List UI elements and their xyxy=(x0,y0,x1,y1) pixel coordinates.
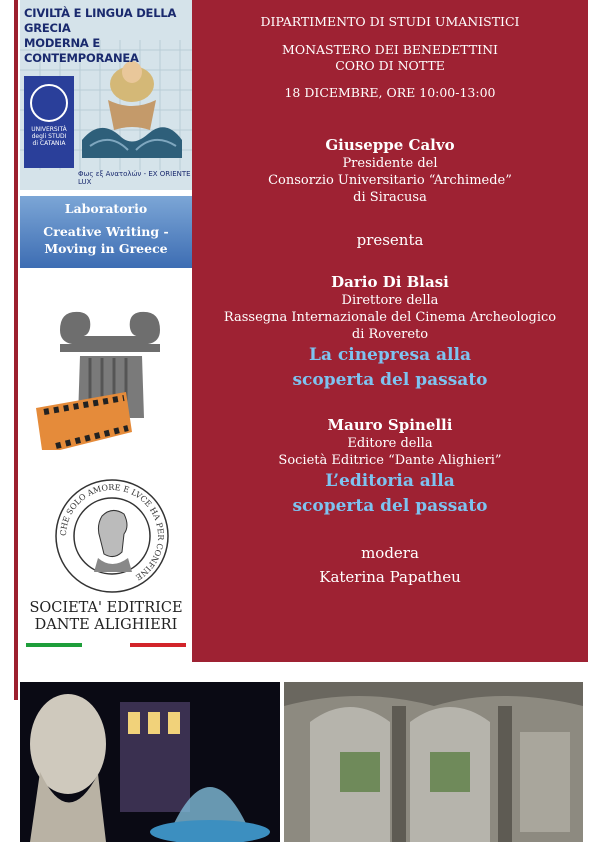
italian-flag-bars xyxy=(26,641,186,649)
department: DIPARTIMENTO DI STUDI UMANISTICI xyxy=(260,14,520,29)
course-title-line2: MODERNA E CONTEMPORANEA xyxy=(24,36,139,65)
speaker1-name: Dario Di Blasi xyxy=(331,273,449,291)
publisher-name xyxy=(20,600,192,634)
moderator-name: Katerina Papatheu xyxy=(319,568,461,586)
venue-line1: MONASTERO DEI BENEDETTINI xyxy=(282,42,498,57)
event-panel xyxy=(192,0,588,662)
seal-ring-text: CHE SOLO AMORE E LVCE HA PER CONFINE xyxy=(58,482,166,582)
university-emblem-icon xyxy=(30,84,68,122)
host-name: Giuseppe Calvo xyxy=(325,136,455,154)
publisher-line2: DANTE ALIGHIERI xyxy=(34,617,178,633)
presenta-label: presenta xyxy=(356,231,424,249)
dante-seal-logo xyxy=(54,478,170,594)
course-title-line1: CIVILTÀ E LINGUA DELLA GRECIA xyxy=(24,6,177,35)
speaker1-role-3: di Rovereto xyxy=(351,327,429,342)
host-role-2: Consorzio Universitario “Archimede” xyxy=(268,173,512,188)
speaker1-role-2: Rassegna Internazionale del Cinema Archeologico xyxy=(223,310,557,325)
speaker2-talk-2: scoperta del passato xyxy=(292,496,488,516)
event-date: 18 DICEMBRE, ORE 10:00-13:00 xyxy=(284,85,496,100)
speaker2-role-2: Società Editrice “Dante Alighieri” xyxy=(278,453,502,468)
bottom-photo-strip xyxy=(20,682,583,842)
host-role-3: di Siracusa xyxy=(353,190,427,205)
seal-text-3: di CATANIA xyxy=(32,140,66,147)
speaker2-talk-1: L’editoria alla xyxy=(325,471,455,491)
course-banner xyxy=(20,0,192,190)
publisher-line1: SOCIETA' EDITRICE xyxy=(29,600,183,616)
banner-motto: Φως εξ Ανατολών - EX ORIENTE LUX xyxy=(78,170,191,186)
seal-text-2: degli STUDI xyxy=(31,133,67,140)
ionic-column-film-icon xyxy=(30,300,190,460)
laboratorio-heading: Laboratorio xyxy=(64,201,148,216)
university-seal xyxy=(24,76,74,168)
laboratorio-line2: Moving in Greece xyxy=(44,241,168,256)
left-column xyxy=(20,0,192,670)
venue-line2: CORO DI NOTTE xyxy=(335,58,445,73)
laboratorio-line1: Creative Writing - xyxy=(43,224,169,239)
moderator-label: modera xyxy=(361,544,419,562)
speaker1-talk-2: scoperta del passato xyxy=(292,370,488,390)
speaker1-talk-1: La cinepresa alla xyxy=(309,345,471,365)
speaker2-role-1: Editore della xyxy=(347,436,433,451)
seal-text-1: UNIVERSITÀ xyxy=(31,126,67,133)
host-role-1: Presidente del xyxy=(342,156,438,171)
left-red-rule xyxy=(14,0,18,700)
speaker2-name: Mauro Spinelli xyxy=(327,416,453,434)
speaker1-role-1: Direttore della xyxy=(341,293,439,308)
laboratorio-box xyxy=(20,196,192,268)
course-title xyxy=(24,6,190,66)
